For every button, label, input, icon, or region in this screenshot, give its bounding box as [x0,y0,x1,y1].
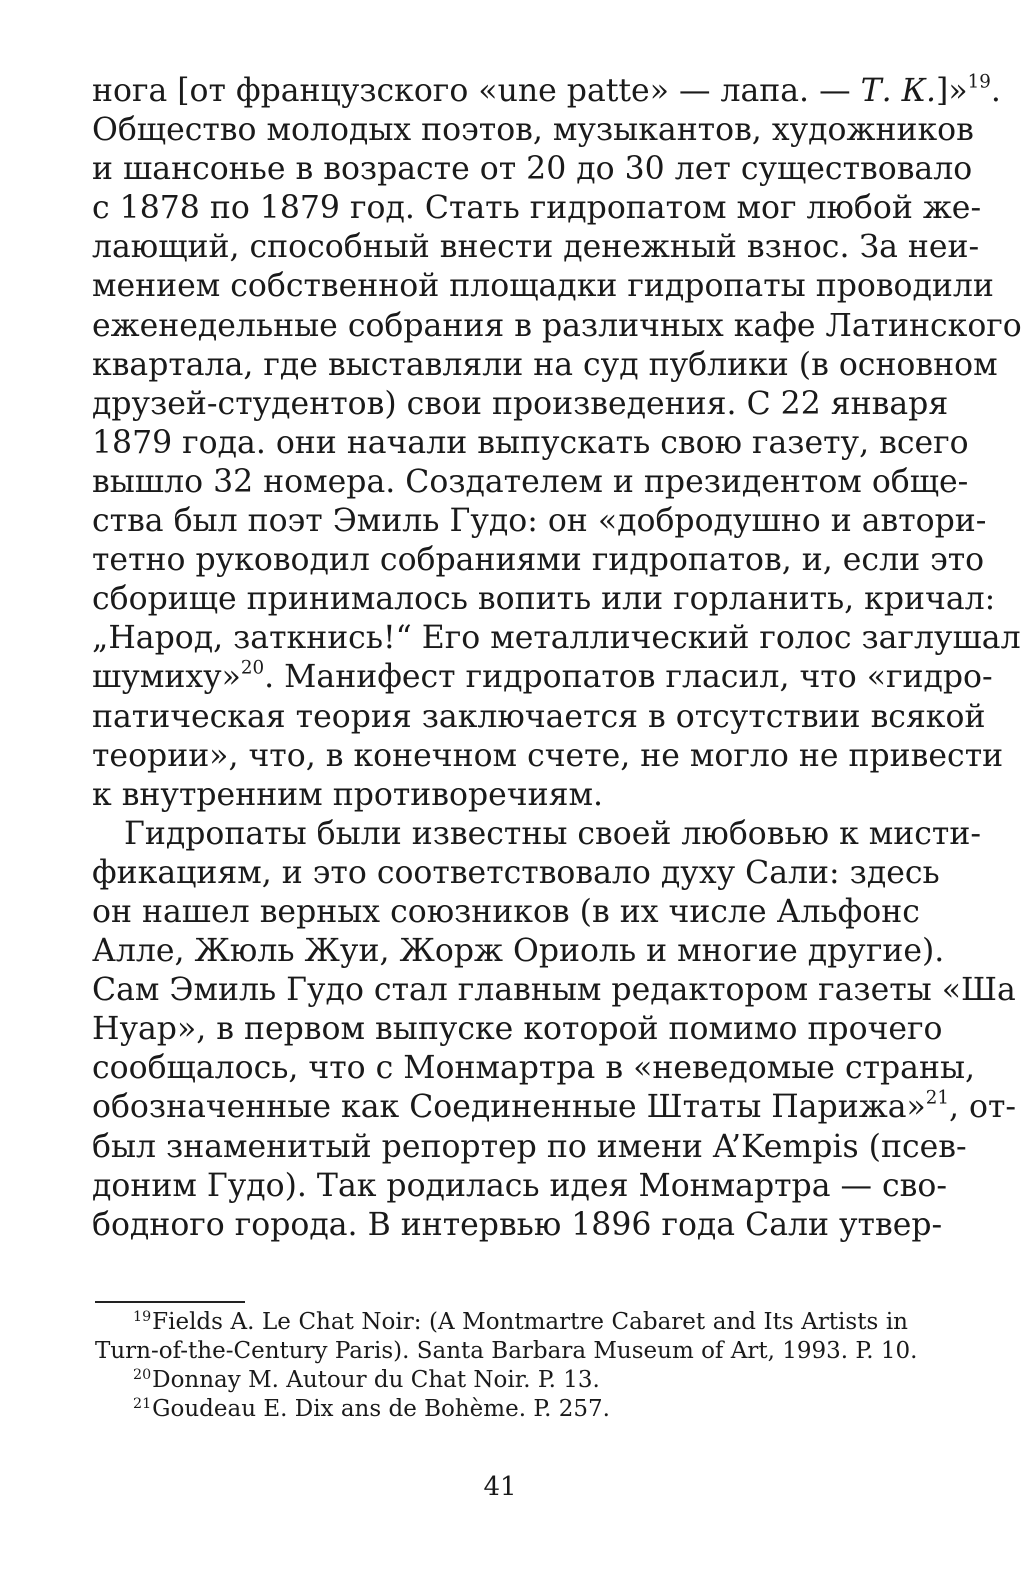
line-text: Нуар», в первом выпуске которой помимо прочего [92,1011,943,1048]
line-text: 1879 года. они начали выпускать свою газету, всего [92,424,969,461]
footnotes [95,1308,918,1424]
line-text: Алле, Жюль Жуи, Жорж Ориоль и многие другие). [92,933,945,970]
line-text: был знаменитый репортер по имени A’Kempis (псев- [92,1128,967,1165]
footnote-line [95,1337,918,1366]
line-text-end: . Манифест гидропатов гласил, что «гидро- [264,659,993,696]
text-line [92,307,1022,346]
line-text: сообщалось, что с Монмартра в «неведомые страны, [92,1050,976,1087]
footnote-line [95,1308,908,1337]
line-text: Общество молодых поэтов, музыкантов, художников [92,112,974,149]
text-line [92,1010,943,1049]
footnote-text: Goudeau E. Dix ans de Bohème. P. 257. [152,1396,610,1422]
body-text [92,71,1022,1245]
text-line [92,71,1001,111]
text-line [92,502,987,541]
line-text: ства был поэт Эмиль Гудо: он «добродушно и автори- [92,503,987,540]
footnote-number: 19 [133,1309,152,1326]
line-text: патическая теория заключается в отсутствии всякой [92,698,986,735]
text-line [92,541,985,580]
text-line [92,619,1021,658]
line-text: и шансонье в возрасте от 20 до 30 лет существовало [92,151,973,188]
text-line [92,657,993,697]
text-line [92,932,945,971]
line-text: с 1878 по 1879 год. Стать гидропатом мог любой же- [92,190,982,227]
text-line [92,971,1016,1010]
line-text: Гидропаты были известны своей любовью к мисти- [124,815,981,852]
text-line [92,1087,1017,1127]
text-line [92,854,940,893]
footnote-ref: 20 [240,657,265,679]
footnote-number: 20 [133,1367,152,1384]
footnote-line [95,1366,908,1395]
line-text: лающий, способный внести денежный взнос. За неи- [92,229,980,266]
line-text: Сам Эмиль Гудо стал главным редактором газеты «Ша [92,972,1016,1009]
text-line [92,1206,943,1245]
line-text: фикациям, и это соответствовало духу Сали: здесь [92,854,940,891]
text-line [92,463,969,502]
line-text: тетно руководил собраниями гидропатов, и, если это [92,542,985,579]
footnote-ref: 21 [925,1087,950,1109]
line-text: квартала, где выставляли на суд публики (в основном [92,346,998,383]
text-line [92,580,996,619]
text-line [92,1049,976,1088]
text-line [92,1128,967,1167]
line-text: доним Гудо). Так родилась идея Монмартра — сво- [92,1167,947,1204]
italic-initials: Т. К. [860,73,937,109]
footnote-number: 21 [133,1396,152,1413]
line-text: вышло 32 номера. Создателем и президентом обще- [92,463,969,500]
line-text: теории», что, в конечном счете, не могло не привести [92,737,1004,774]
text-line [92,267,994,306]
line-text: бодного города. В интервью 1896 года Сали утвер- [92,1206,943,1243]
footnote-text: Fields A. Le Chat Noir: (A Montmartre Cabaret and Its Artists in [152,1309,908,1335]
line-text: к внутренним противоречиям. [92,776,603,813]
text-line [92,228,980,267]
footnote-text: Donnay M. Autour du Chat Noir. P. 13. [152,1367,600,1393]
text-line [92,698,986,737]
line-text: нога [от французского «une patte» — лапа. — [92,73,861,109]
text-line [92,150,973,189]
line-text: обозначенные как Соединенные Штаты Парижа» [92,1089,926,1126]
footnote-text: Turn-of-the-Century Paris). Santa Barbara Museum of Art, 1993. P. 10. [95,1338,918,1364]
text-line [92,1167,947,1206]
text-line [92,111,974,150]
line-text: он нашел верных союзников (в их числе Альфонс [92,893,920,930]
page-number: 41 [483,1472,517,1502]
line-text: еженедельные собрания в различных кафе Латинского [92,307,1022,344]
line-text-end: , от- [949,1089,1017,1126]
text-line [92,776,908,815]
line-text: сборище принималось вопить или горланить, кричал: [92,581,996,618]
text-line [92,424,969,463]
text-line [92,737,1004,776]
footnote-line [95,1395,908,1424]
text-line [92,815,981,854]
text-line [92,893,920,932]
footnote-ref: 19 [967,71,991,93]
line-text: друзей-студентов) свои произведения. С 22 января [92,385,949,422]
text-line [92,385,949,424]
line-text: „Народ, заткнись!“ Его металлический голос заглушал [92,620,1021,657]
line-text: шумиху» [92,659,241,696]
footnote-divider [95,1301,245,1303]
line-text: мением собственной площадки гидропаты проводили [92,268,994,305]
line-text-after: ]» [936,73,968,109]
text-line [92,189,982,228]
line-text-end: . [990,73,1001,109]
text-line [92,346,998,385]
